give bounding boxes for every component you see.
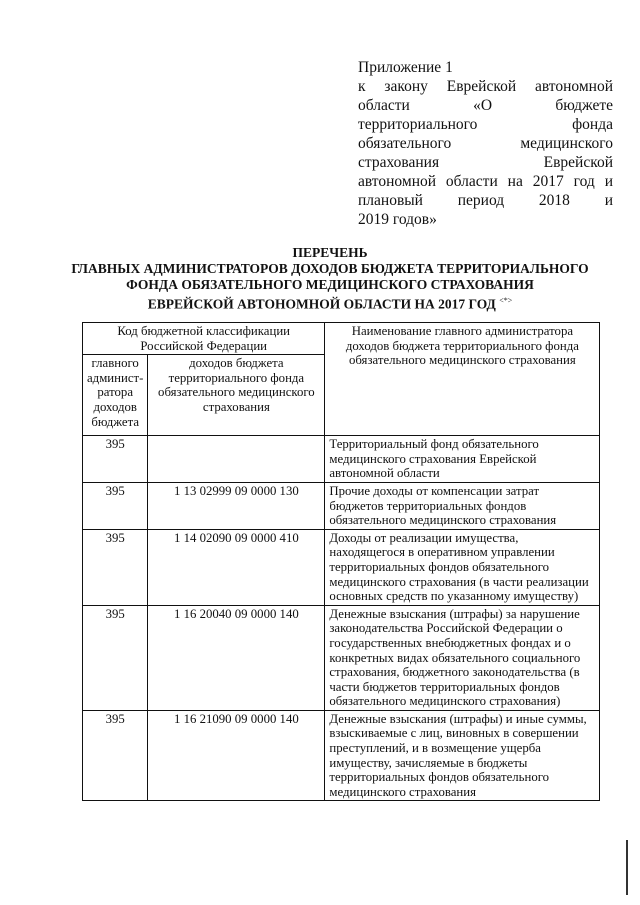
income-code-cell: 1 13 02999 09 0000 130 [148,482,325,529]
appendix-note [358,58,613,229]
admin-code-cell: 395 [83,529,148,605]
title-text: ЕВРЕЙСКОЙ АВТОНОМНОЙ ОБЛАСТИ НА 2017 ГОД [147,296,496,312]
name-cell: Территориальный фонд обязательного медицинского страхования Еврейской автономной области [325,436,600,483]
income-code-cell: 1 16 20040 09 0000 140 [148,605,325,710]
appendix-line: 2019 годов» [358,211,437,228]
admin-code-cell: 395 [83,482,148,529]
appendix-line: Приложение 1 [358,59,453,76]
footnote-mark: <*> [499,296,513,305]
admin-code-cell: 395 [83,436,148,483]
appendix-line: к закону Еврейской автономной [358,78,613,95]
admin-code-cell: 395 [83,710,148,801]
table-row [83,529,600,605]
income-code-cell [148,436,325,483]
header-income: доходов бюджета территориального фонда обязательного медицинского страхования [148,355,325,436]
appendix-line: области «О бюджете [358,97,613,114]
name-cell: Доходы от реализации имущества, находящегося в оперативном управлении территориальных фондов обязательного медицинского страхования (в части реализации основных средств по указанному имуществу) [325,529,600,605]
header-code-group: Код бюджетной классификации Российской Федерации [83,323,325,355]
scan-edge [626,840,628,895]
administrators-table [82,322,600,801]
header-name: Наименование главного администратора доходов бюджета территориального фонда обязательного медицинского страхования [325,323,600,436]
income-code-cell: 1 16 21090 09 0000 140 [148,710,325,801]
admin-code-cell: 395 [83,605,148,710]
document-title [40,245,620,313]
title-line [40,293,620,313]
title-line: ПЕРЕЧЕНЬ [292,245,368,260]
title-line: ФОНДА ОБЯЗАТЕЛЬНОГО МЕДИЦИНСКОГО СТРАХОВАНИЯ [126,277,534,292]
table-row [83,482,600,529]
table-header-row [83,323,600,355]
table-row [83,605,600,710]
title-line: ГЛАВНЫХ АДМИНИСТРАТОРОВ ДОХОДОВ БЮДЖЕТА ТЕРРИТОРИАЛЬНОГО [71,261,589,276]
appendix-line: территориального фонда [358,116,613,133]
appendix-line: автономной области на 2017 год и [358,173,613,190]
table-row [83,710,600,801]
appendix-line: обязательного медицинского [358,135,613,152]
appendix-line: страхования Еврейской [358,154,613,171]
name-cell: Прочие доходы от компенсации затрат бюджетов территориальных фондов обязательного медицинского страхования [325,482,600,529]
appendix-line: плановый период 2018 и [358,192,613,209]
income-code-cell: 1 14 02090 09 0000 410 [148,529,325,605]
name-cell: Денежные взыскания (штрафы) за нарушение законодательства Российской Федерации о государственных внебюджетных фондах и о конкретных видах обязательного социального страхования, бюджетного законодательства (в части бюджетов территориальных фондов обязательного медицинского страхования) [325,605,600,710]
name-cell: Денежные взыскания (штрафы) и иные суммы, взыскиваемые с лиц, виновных в совершении преступлений, и в возмещение ущерба имуществу, зачисляемые в бюджеты территориальных фондов обязательного медицинского страхования [325,710,600,801]
table-row [83,436,600,483]
header-admin: главного админист-ратора доходов бюджета [83,355,148,436]
